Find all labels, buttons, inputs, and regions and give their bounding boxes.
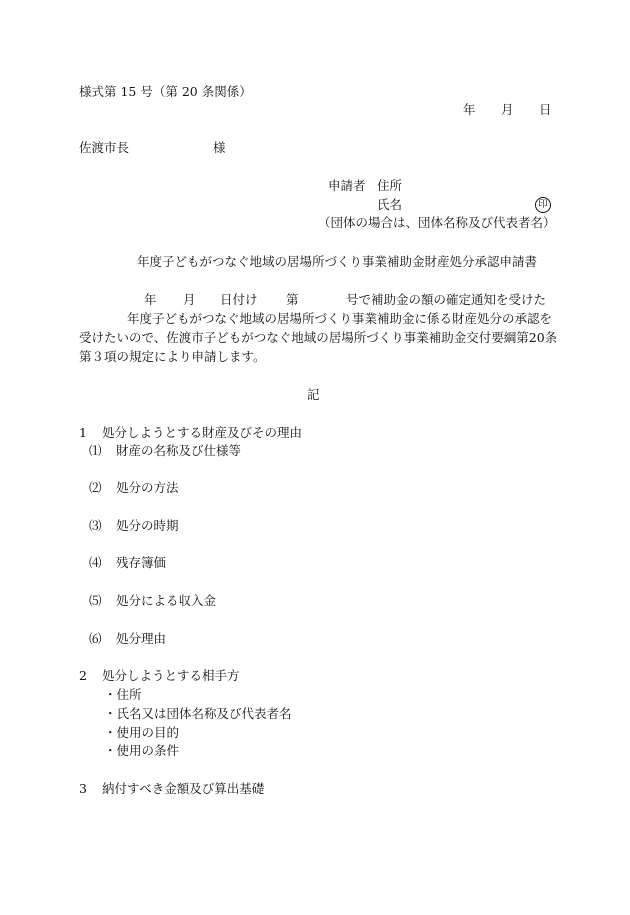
item-5-number: ⑸ xyxy=(89,593,102,608)
form-number: 様式第 15 号（第 20 条関係） xyxy=(79,84,252,99)
section-3-title: 納付すべき金額及び算出基礎 xyxy=(102,781,265,796)
applicant-name-label: 氏名 xyxy=(377,197,403,212)
item-6-number: ⑹ xyxy=(89,631,102,646)
section-3-number: 3 xyxy=(79,781,87,796)
body-line1-tail: 号で補助金の額の確定通知を受けた xyxy=(346,292,547,307)
date-year-label: 年 xyxy=(463,102,476,117)
section-1-number: 1 xyxy=(79,425,87,440)
bullet-address: ・住所 xyxy=(104,687,142,702)
date-month-label: 月 xyxy=(501,102,514,117)
body-line4: 第３項の規定により申請します。 xyxy=(79,349,266,364)
body-number-prefix: 第 xyxy=(286,292,299,307)
item-2-label: 処分の方法 xyxy=(116,480,179,495)
addressee-honorific: 様 xyxy=(213,140,226,155)
body-year: 年 xyxy=(144,292,157,307)
bullet-purpose: ・使用の目的 xyxy=(104,725,180,740)
item-1-number: ⑴ xyxy=(89,443,102,458)
section-1-title: 処分しようとする財産及びその理由 xyxy=(102,425,303,440)
bullet-conditions: ・使用の条件 xyxy=(104,743,180,758)
body-dated: 日付け xyxy=(220,292,258,307)
date-day-label: 日 xyxy=(539,102,552,117)
item-6-label: 処分理由 xyxy=(116,631,167,646)
section-2-title: 処分しようとする相手方 xyxy=(102,668,240,683)
applicant-address-label: 住所 xyxy=(377,178,403,193)
ki-heading: 記 xyxy=(307,387,320,402)
item-1-label: 財産の名称及び仕様等 xyxy=(116,443,242,458)
document-title: 年度子どもがつなぐ地域の居場所づくり事業補助金財産処分承認申請書 xyxy=(137,254,538,269)
item-4-label: 残存簿価 xyxy=(116,555,167,570)
item-3-label: 処分の時期 xyxy=(116,518,179,533)
applicant-note: （団体の場合は、団体名称及び代表者名） xyxy=(318,215,556,230)
item-5-label: 処分による収入金 xyxy=(116,593,217,608)
item-4-number: ⑷ xyxy=(89,555,102,570)
seal-mark: 印 xyxy=(535,197,551,213)
bullet-name: ・氏名又は団体名称及び代表者名 xyxy=(104,706,292,721)
body-month: 月 xyxy=(183,292,196,307)
item-3-number: ⑶ xyxy=(89,518,102,533)
body-line3: 受けたいので、佐渡市子どもがつなぐ地域の居場所づくり事業補助金交付要綱第20条 xyxy=(79,330,558,345)
applicant-label: 申請者 xyxy=(328,178,366,193)
section-2-number: 2 xyxy=(79,668,87,683)
addressee-name: 佐渡市長 xyxy=(79,140,130,155)
item-2-number: ⑵ xyxy=(89,480,102,495)
body-line2: 年度子どもがつなぐ地域の居場所づくり事業補助金に係る財産処分の承認を xyxy=(127,311,553,326)
